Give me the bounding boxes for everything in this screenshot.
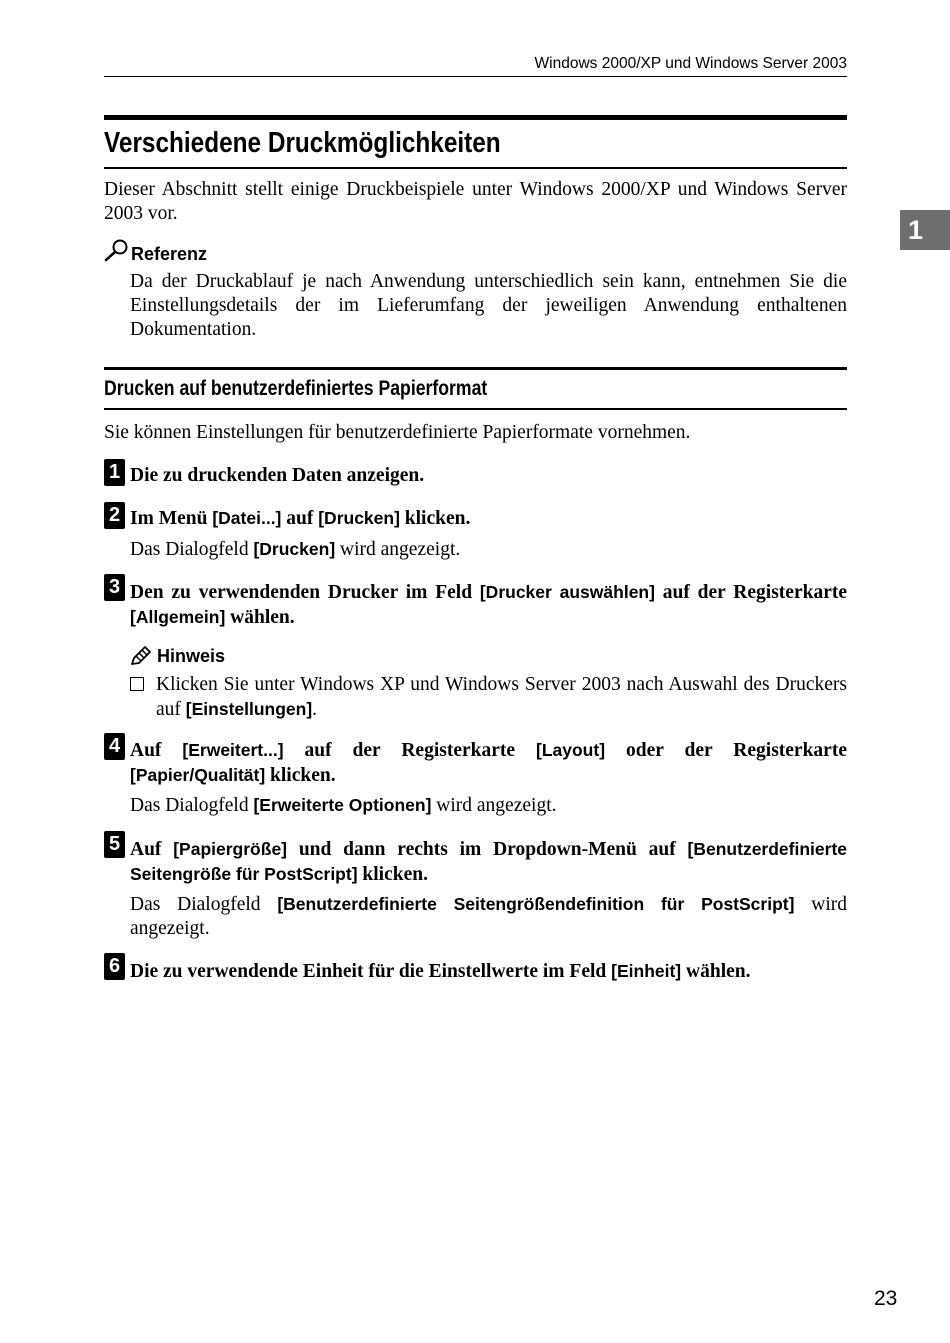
chapter-tab: 1 [900,210,950,250]
menu-datei-label: [Datei...] [212,508,282,528]
title-rule-bottom [104,167,847,169]
step-2-result [130,537,847,562]
step-2-t3: klicken. [399,508,471,529]
reference-text: Da der Druckablauf je nach Anwendung unterschiedlich sein kann, entnehmen Sie die Einstellungsdetails der im Lieferumfang der jeweiligen Anwendung enthaltenen Dokumentation. [130,271,847,340]
step-5-t2: und dann rechts im Dropdown-Menü auf [287,839,688,860]
step-5-t3: klicken. [357,864,428,885]
step-4-result-pre: Das Dialogfeld [130,795,254,816]
menu-benutzerdefinierte-seitengroesse-label: [Benutzerdefinierte Seitengröße für PostScript] [130,839,848,884]
tab-papier-qualitaet-label: [Papier/Qualität] [130,765,266,785]
step-number-2: 2 [104,502,125,529]
step-number-5: 5 [104,831,125,858]
field-einheit-label: [Einheit] [611,961,682,981]
page-title [104,126,576,160]
button-erweitert-label: [Erweitert...] [182,740,284,760]
step-number-4: 4 [104,733,125,760]
step-4-result-post: wird angezeigt. [431,795,557,816]
title-rule-top [104,115,847,120]
dialog-drucken-label: [Drucken] [253,539,336,559]
field-papiergroesse-label: [Papiergröße] [173,839,288,859]
step-4-t4: klicken. [265,765,336,786]
step-number-3: 3 [104,574,125,601]
section-rule-bottom [104,408,847,410]
step-4-t3: oder der Registerkarte [605,740,847,761]
step-6-t2: wählen. [681,961,751,982]
dialog-erweiterte-optionen-label: [Erweiterte Optionen] [253,795,432,815]
step-5-result [130,892,847,941]
step-1-text: Die zu druckenden Daten anzeigen. [130,465,425,486]
step-3-t3: wählen. [225,607,295,628]
button-einstellungen-label: [Einstellungen] [185,699,313,719]
step-3-t1: Den zu verwendenden Drucker im Feld [130,582,480,603]
section-intro: Sie können Einstellungen für benutzerdefinierte Papierformate vornehmen. [104,422,691,443]
step-2-result-post: wird angezeigt. [335,539,461,560]
menu-drucken-label: [Drucken] [318,508,400,528]
header-rule [104,76,847,77]
field-drucker-auswaehlen-label: [Drucker auswählen] [479,582,655,602]
step-4-text [130,738,847,788]
checkbox-bullet [130,677,144,691]
section-title [104,376,560,402]
step-number-1: 1 [104,459,125,486]
hint-text [156,673,847,722]
step-4-t1: Auf [130,740,183,761]
step-5-result-post: wird angezeigt. [130,894,847,939]
step-4-t2: auf der Registerkarte [283,740,536,761]
tab-layout-label: [Layout] [536,740,606,760]
step-5-result-pre: Das Dialogfeld [130,894,278,915]
step-6-t1: Die zu verwendende Einheit für die Einstellwerte im Feld [130,961,612,982]
section-title-text: Drucken auf benutzerdefiniertes Papierformat [104,377,488,400]
step-2-t2: auf [281,508,319,529]
dialog-seitengroessendefinition-label: [Benutzerdefinierte Seitengrößendefinition für PostScript] [277,894,795,914]
step-2-text [130,506,847,531]
hint-t2: . [312,699,318,720]
page-number: 23 [874,1287,898,1310]
hint-title: Hinweis [157,646,226,666]
step-2-t1: Im Menü [130,508,213,529]
step-2-result-pre: Das Dialogfeld [130,539,254,560]
step-3-text [130,580,847,630]
magnifier-icon [104,238,130,262]
running-header: Windows 2000/XP und Windows Server 2003 [534,55,847,72]
intro-paragraph: Dieser Abschnitt stellt einige Druckbeispiele unter Windows 2000/XP und Windows Server 2003 vor. [104,179,847,224]
step-5-t1: Auf [130,839,174,860]
pencil-icon [129,645,153,667]
section-rule-top [104,367,847,370]
step-number-6: 6 [104,953,125,980]
tab-allgemein-label: [Allgemein] [130,607,226,627]
step-5-text [130,837,847,887]
step-6-text [130,959,847,984]
step-3-t2: auf der Registerkarte [654,582,847,603]
step-4-result [130,793,847,818]
reference-title: Referenz [131,244,208,264]
page-title-text: Verschiedene Druckmöglichkeiten [104,127,501,159]
hint-t1: Klicken Sie unter Windows XP und Windows Server 2003 nach Auswahl des Druckers auf [156,674,847,720]
